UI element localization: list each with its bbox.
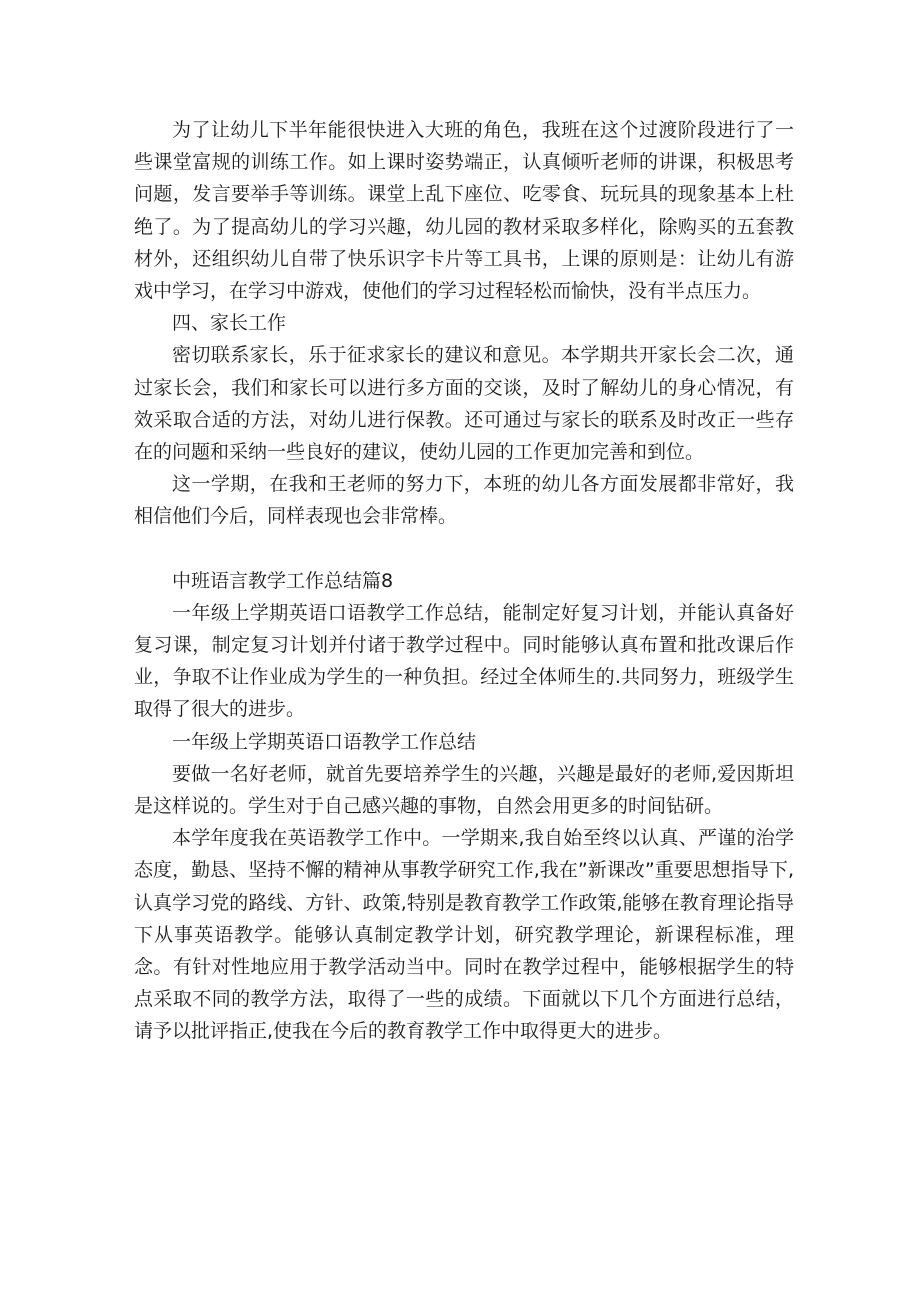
section-heading-parent-work: 四、家长工作 bbox=[172, 312, 287, 335]
paragraph-interest: 要做一名好老师，就首先要培养学生的兴趣，兴趣是最好的老师,爱因斯坦是这样说的。学生对于自己感兴趣的事物，自然会用更多的时间钻研。 bbox=[134, 762, 794, 818]
paragraph-parent-contact: 密切联系家长，乐于征求家长的建议和意见。本学期共开家长会二次，通过家长会，我们和家长可以进行多方面的交谈，及时了解幼儿的身心情况，有效采取合适的方法，对幼儿进行保教。还可通过与家长的联系及时改正一些存在的问题和采纳一些良好的建议，使幼儿园的工作更加完善和到位。 bbox=[134, 344, 794, 464]
paragraph-teaching-work: 本学年度我在英语教学工作中。一学期来,我自始至终以认真、严谨的治学态度，勤恳、坚持不懈的精神从事教学研究工作,我在”新课改”重要思想指导下,认真学习党的路线、方针、政策,特别是教育教学工作政策,能够在教育理论指导下从事英语教学。能够认真制定教学计划，研究教学理论，新课程标准，理念。有针对性地应用于教学活动当中。同时在教学过程中，能够根据学生的特点采取不同的教学方法，取得了一些的成绩。下面就以下几个方面进行总结，请予以批评指正,使我在今后的教育教学工作中取得更大的进步。 bbox=[134, 827, 794, 1043]
paragraph-classroom-routine: 为了让幼儿下半年能很快进入大班的角色，我班在这个过渡阶段进行了一些课堂富规的训练工作。如上课时姿势端正，认真倾听老师的讲课，积极思考问题，发言要举手等训练。课堂上乱下座位、吃零食、玩玩具的现象基本上杜绝了。为了提高幼儿的学习兴趣，幼儿园的教材采取多样化，除购买的五套教材外，还组织幼儿自带了快乐识字卡片等工具书，上课的原则是：让幼儿有游戏中学习，在学习中游戏，使他们的学习过程轻松而愉快，没有半点压力。 bbox=[134, 119, 794, 303]
subheading-english-summary: 一年级上学期英语口语教学工作总结 bbox=[172, 730, 477, 753]
blank-line bbox=[134, 533, 794, 565]
document-body bbox=[134, 114, 794, 1048]
paragraph-semester-summary: 这一学期，在我和王老师的努力下，本班的幼儿各方面发展都非常好，我相信他们今后，同样表现也会非常棒。 bbox=[134, 473, 794, 528]
paragraph-review-plan: 一年级上学期英语口语教学工作总结，能制定好复习计划，并能认真备好复习课，制定复习计划并付诸于教学过程中。同时能够认真布置和批改课后作业，争取不让作业成为学生的一种负担。经过全体师生的.共同努力，班级学生取得了很大的进步。 bbox=[134, 601, 794, 721]
article-title: 中班语言教学工作总结篇8 bbox=[172, 569, 394, 592]
